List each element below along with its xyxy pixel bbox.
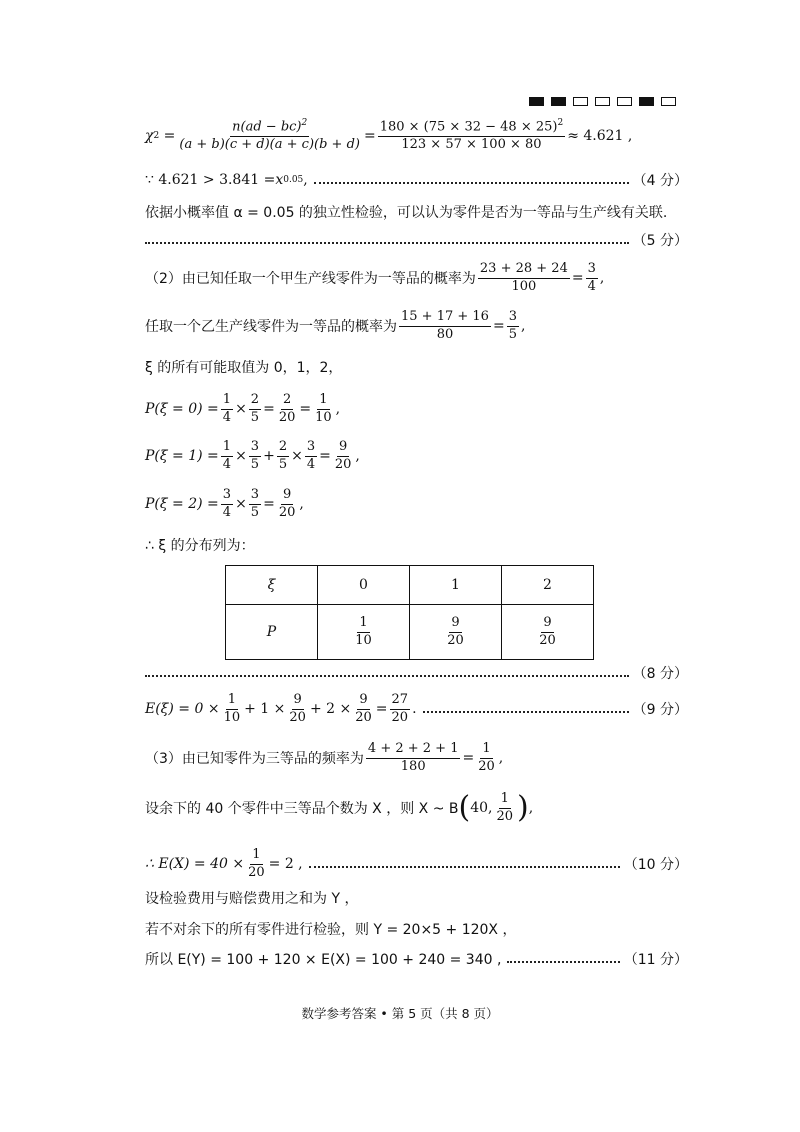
dot-leader	[145, 242, 629, 244]
y-def-line: 设检验费用与赔偿费用之和为 Y ，	[145, 891, 359, 907]
part2-line: （2）由已知任取一个甲生产线零件为一等品的概率为 $\frac{23 + 28 + 24}{100}$ = $\frac{3}{4}$ ,	[145, 261, 605, 294]
mark-square	[573, 97, 588, 106]
mark-square	[617, 97, 632, 106]
score-10: （10 分）	[623, 857, 688, 874]
table-cell: 2	[502, 566, 594, 605]
distribution-table	[225, 565, 594, 660]
ey-line: 所以 E(Y) = 100 + 120 × E(X) = 100 + 240 = 340 , （11 分）	[145, 949, 688, 969]
page-footer: 数学参考答案 • 第 5 页（共 8 页）	[301, 1006, 499, 1021]
score-8-line	[145, 663, 688, 683]
y-formula-line: 若不对余下的所有零件进行检验，则 Y = 20×5 + 120X ，	[145, 922, 517, 938]
table-cell: P	[226, 605, 318, 660]
score-5: （5 分）	[632, 233, 688, 249]
mark-square	[529, 97, 544, 106]
compare-line: ∵ 4.621 > 3.841 = x 0.05 , （4 分）	[145, 172, 688, 189]
dot-leader	[145, 675, 629, 677]
score-4: （4 分）	[632, 173, 688, 189]
score-9: （9 分）	[632, 702, 688, 719]
conclusion-line: 依据小概率值 α = 0.05 的独立性检验，可以认为零件是否为一等品与生产线有关联.	[145, 205, 668, 221]
mark-square	[639, 97, 654, 106]
table-cell: $\frac{9}{20}$	[502, 605, 594, 660]
mark-square	[551, 97, 566, 106]
dot-leader	[423, 711, 629, 713]
chi-value-fraction: $\frac{180 \times (75 \times 32 - 48 \times 25)^2}{123 \times 57 \times 100 \times 80}$	[379, 118, 564, 153]
table-row	[226, 566, 594, 605]
binomial-line: 设余下的 40 个零件中三等品个数为 X ，则 X ~ B ( 40, $\frac{1}{20}$ ) ,	[145, 790, 534, 826]
score-5-line	[145, 230, 688, 250]
dist-intro: ∴ ξ 的分布列为：	[145, 538, 255, 554]
mark-square	[661, 97, 676, 106]
score-8: （8 分）	[632, 666, 688, 682]
dot-leader	[507, 961, 619, 963]
part2-line2: 任取一个乙生产线零件为一等品的概率为 $\frac{15 + 17 + 16}{80}$ = $\frac{3}{5}$ ,	[145, 309, 526, 342]
chi-approx: ≈ 4.621 ,	[567, 127, 633, 144]
table-row	[226, 605, 594, 660]
p-xi1-line: P(ξ = 1) = $\frac{1}{4}$ × $\frac{3}{5}$ + $\frac{2}{5}$ × $\frac{3}{4}$ = $\frac{9}{20}$ ,	[145, 439, 360, 472]
dot-leader	[309, 866, 620, 868]
chi-square-line: χ 2 = $\frac{n(ad - bc)^2}{(a + b)(c + d)(a + c)(b + d)}$ = $\frac{180 \times (75 \times 32 - 48 \times 25)^2}{123 \times 57 \times 100 \times 80}$ ≈ 4.621 ,	[145, 118, 633, 153]
mark-square	[595, 97, 610, 106]
score-11: （11 分）	[623, 952, 688, 968]
table-cell: ξ	[226, 566, 318, 605]
table-cell: 1	[410, 566, 502, 605]
chi-formula-fraction: $\frac{n(ad - bc)^2}{(a + b)(c + d)(a + c)(b + d)}$	[179, 118, 360, 153]
p-xi2-line: P(ξ = 2) = $\frac{3}{4}$ × $\frac{3}{5}$ = $\frac{9}{20}$ ,	[145, 487, 304, 520]
part3-line: （3）由已知零件为三等品的频率为 $\frac{4 + 2 + 2 + 1}{180}$ = $\frac{1}{20}$ ,	[145, 741, 504, 774]
expectation-line: E(ξ) = 0 × $\frac{1}{10}$ + 1 × $\frac{9}{20}$ + 2 × $\frac{9}{20}$ = $\frac{27}{20}$ . （9 分）	[145, 692, 688, 725]
page-marks	[529, 97, 676, 106]
dot-leader	[314, 182, 629, 184]
ex-line: ∴ E(X) = 40 × $\frac{1}{20}$ = 2 , （10 分）	[145, 847, 688, 880]
p-xi0-line: P(ξ = 0) = $\frac{1}{4}$ × $\frac{2}{5}$ = $\frac{2}{20}$ = $\frac{1}{10}$ ,	[145, 392, 341, 425]
table-cell: 0	[318, 566, 410, 605]
xi-values-line: ξ 的所有可能取值为 0，1，2，	[145, 360, 343, 376]
table-cell: $\frac{9}{20}$	[410, 605, 502, 660]
table-cell: $\frac{1}{10}$	[318, 605, 410, 660]
